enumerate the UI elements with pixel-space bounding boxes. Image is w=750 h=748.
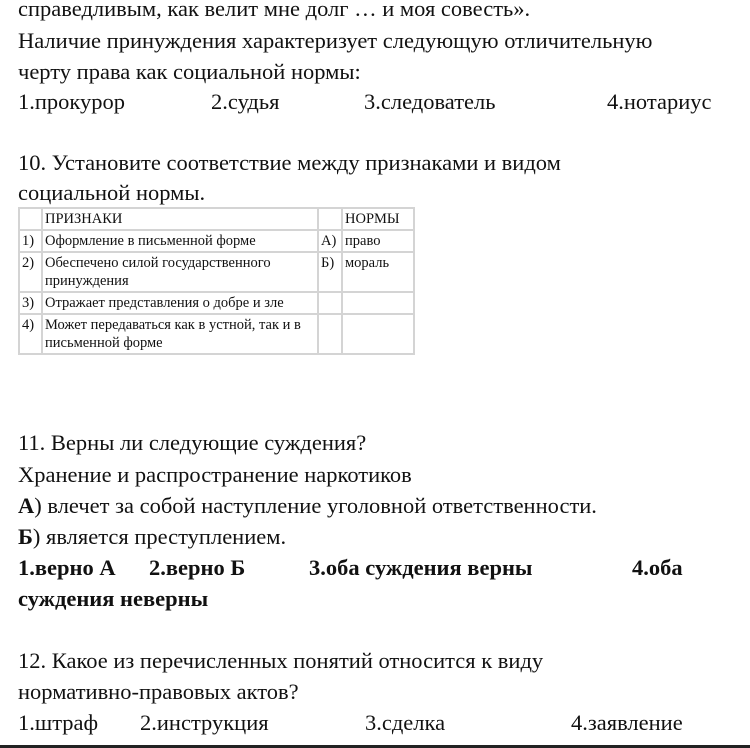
feature-text: Оформление в письменной форме [42, 230, 318, 252]
row-number: 3) [19, 292, 42, 314]
q9-option-4: 4.нотариус [607, 89, 712, 114]
norm-name [342, 314, 414, 354]
norm-letter: А) [318, 230, 342, 252]
q12-option-4: 4.заявление [571, 710, 683, 735]
q11-option-2: 2.верно Б [149, 555, 246, 580]
feature-text: Отражает представления о добре и зле [42, 292, 318, 314]
feature-text: Может передаваться как в устной, так и в письменной форме [42, 314, 318, 354]
statement-b-label: Б [18, 524, 33, 549]
table-cell [19, 208, 42, 230]
q12-option-1: 1.штраф [18, 710, 99, 735]
q11-statement-b [18, 522, 286, 552]
norm-letter [318, 292, 342, 314]
norm-letter [318, 314, 342, 354]
table-row [19, 230, 414, 252]
q9-text-line-1: справедливым, как велит мне долг … и моя совесть». [18, 0, 531, 21]
q9-option-1: 1.прокурор [18, 89, 126, 114]
table-cell [318, 208, 342, 230]
table-header-row [19, 208, 414, 230]
matching-table [18, 207, 415, 355]
q9-option-3: 3.следователь [364, 89, 496, 114]
q9-option-2: 2.судья [211, 89, 280, 114]
table-row [19, 314, 414, 354]
statement-b-text: ) является преступлением. [32, 524, 287, 549]
table-header-features: ПРИЗНАКИ [42, 208, 318, 230]
norm-name: мораль [342, 252, 414, 292]
table-row [19, 292, 414, 314]
q10-text-line-1: 10. Установите соответствие между признаками и видом [18, 150, 561, 175]
q11-statement-a [18, 491, 597, 521]
q12-option-2: 2.инструкция [140, 710, 269, 735]
q11-option-4: 4.оба [632, 555, 683, 580]
table-header-norms: НОРМЫ [342, 208, 414, 230]
table-row [19, 252, 414, 292]
norm-name: право [342, 230, 414, 252]
norm-name [342, 292, 414, 314]
feature-text: Обеспечено силой государственного принуждения [42, 252, 318, 292]
statement-a-label: А [18, 493, 35, 518]
q12-text-line-2: нормативно-правовых актов? [18, 679, 299, 704]
q11-text-line-1: 11. Верны ли следующие суждения? [18, 430, 367, 455]
statement-a-text: ) влечет за собой наступление уголовной ответственности. [34, 493, 597, 518]
row-number: 4) [19, 314, 42, 354]
q11-option-1: 1.верно А [18, 555, 116, 580]
row-number: 2) [19, 252, 42, 292]
q9-text-line-2: Наличие принуждения характеризует следующую отличительную [18, 28, 653, 53]
row-number: 1) [19, 230, 42, 252]
q10-text-line-2: социальной нормы. [18, 180, 206, 205]
q12-text-line-1: 12. Какое из перечисленных понятий относится к виду [18, 648, 544, 673]
q12-option-3: 3.сделка [365, 710, 446, 735]
norm-letter: Б) [318, 252, 342, 292]
q11-option-3: 3.оба суждения верны [309, 555, 533, 580]
q9-text-line-3: черту права как социальной нормы: [18, 59, 361, 84]
q11-option-4-continued: суждения неверны [18, 586, 209, 611]
q11-text-line-2: Хранение и распространение наркотиков [18, 462, 412, 487]
